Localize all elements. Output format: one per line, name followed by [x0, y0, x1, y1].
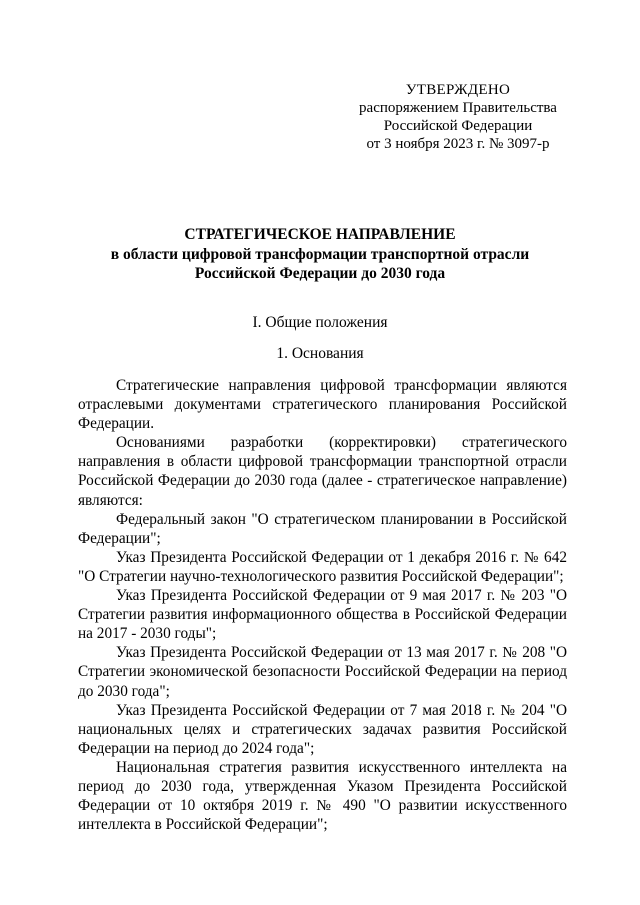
paragraph: Национальная стратегия развития искусственного интеллекта на период до 2030 года, утвержденная Указом Президента Российской Федерации от 10 октября 2019 г. № 490 "О развитии искусственного интеллекта в Российской Федерации";	[78, 758, 567, 834]
document-subtitle-line-1: в области цифровой трансформации транспортной отрасли	[110, 246, 530, 263]
approval-line-3: от 3 ноября 2023 г. № 3097-р	[366, 136, 550, 152]
paragraph: Указ Президента Российской Федерации от 9 мая 2017 г. № 203 "О Стратегии развития информационного общества в Российской Федерации на 2017 - 2030 годы";	[78, 587, 567, 643]
approval-line-1: распоряжением Правительства	[359, 100, 557, 116]
approval-stamp: УТВЕРЖДЕНО	[405, 82, 511, 98]
document-heading	[60, 225, 580, 283]
paragraph: Указ Президента Российской Федерации от 13 мая 2017 г. № 208 "О Стратегии экономической безопасности Российской Федерации на период до 2030 года";	[78, 644, 567, 700]
approval-line-2: Российской Федерации	[383, 118, 533, 134]
paragraph: Указ Президента Российской Федерации от 7 мая 2018 г. № 204 "О национальных целях и стратегических задачах развития Российской Федерации на период до 2024 года";	[78, 701, 567, 757]
subsection-title: 1. Основания	[276, 345, 364, 362]
paragraph: Федеральный закон "О стратегическом планировании в Российской Федерации";	[78, 510, 567, 547]
approval-block	[340, 81, 576, 153]
document-subtitle-line-2: Российской Федерации до 2030 года	[194, 265, 446, 282]
section-title: I. Общие положения	[252, 314, 388, 331]
paragraph: Основаниями разработки (корректировки) стратегического направления в области цифровой трансформации транспортной отрасли Российской Федерации до 2030 года (далее - стратегическое направление) являются:	[78, 434, 567, 509]
document-title: СТРАТЕГИЧЕСКОЕ НАПРАВЛЕНИЕ	[184, 226, 456, 243]
paragraph: Указ Президента Российской Федерации от 1 декабря 2016 г. № 642 "О Стратегии научно-технологического развития Российской Федерации";	[78, 548, 567, 585]
paragraph: Стратегические направления цифровой трансформации являются отраслевыми документами стратегического планирования Российской Федерации.	[78, 377, 567, 433]
document-body	[78, 376, 567, 834]
